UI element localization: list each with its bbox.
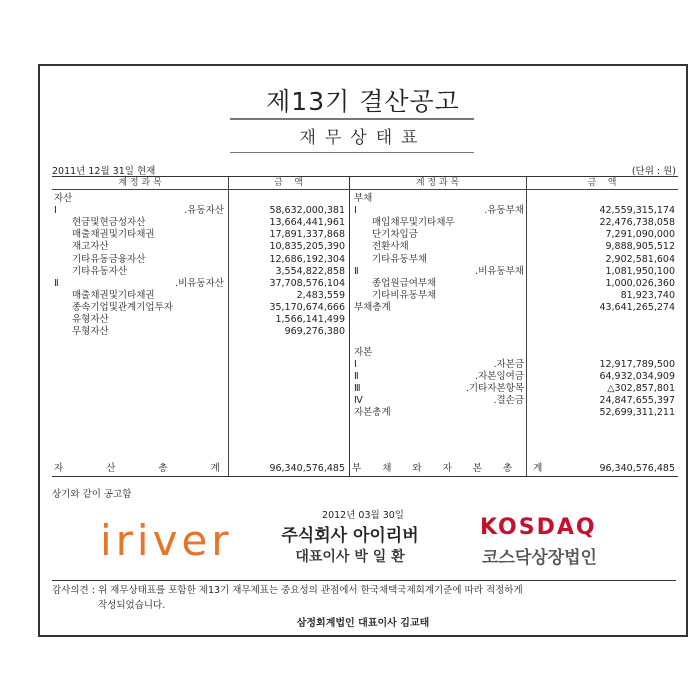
auditor-name: 삼정회계법인 대표이사 김교태	[296, 618, 430, 629]
total-assets-amount: 96,340,576,485	[269, 463, 345, 474]
right-item-label: 매입채무및기타채무	[372, 217, 455, 229]
left-item-label: 재고자산	[72, 241, 109, 253]
right-row	[52, 229, 678, 241]
left-item-amount: 10,835,205,390	[269, 241, 345, 253]
right-row	[52, 205, 678, 217]
totals-row	[52, 461, 678, 476]
left-item-label: 매출채권및기타채권	[72, 229, 155, 241]
right-item-amount: 1,000,026,360	[605, 277, 675, 289]
right-item-amount: 81,923,740	[620, 289, 675, 301]
header-divider	[52, 189, 678, 190]
left-item-label: Ⅱ.비유동자산	[54, 277, 224, 289]
right-item-label: 기타유동부채	[372, 253, 428, 265]
right-row	[52, 241, 678, 253]
right-item-label: Ⅲ.기타자본항목	[354, 382, 524, 394]
balance-sheet-table	[52, 176, 678, 477]
right-row	[52, 278, 678, 290]
right-row	[52, 254, 678, 266]
title-underline	[230, 118, 474, 120]
right-item-label: Ⅳ.결손금	[354, 395, 524, 407]
audit-opinion: 감사의견 : 위 재무상태표를 포함한 제13기 재무제표는 중요성의 관점에서 한국채택국제회계기준에 따라 적정하게	[52, 585, 523, 596]
total-liab-equity-amount: 96,340,576,485	[599, 463, 675, 474]
kosdaq-logo: KOSDAQ	[480, 515, 597, 540]
right-item-amount: 2,902,581,604	[605, 253, 675, 265]
left-item-amount: 35,170,674,666	[269, 301, 345, 313]
right-item-label: 부채총계	[354, 301, 391, 313]
right-row	[52, 395, 678, 407]
right-item-label: Ⅰ.유동부채	[354, 205, 524, 217]
right-item-label: 부채	[354, 193, 373, 204]
left-item-label: 무형자산	[72, 326, 109, 338]
right-item-label: 자본	[354, 346, 373, 358]
left-item-label: 자산	[54, 193, 73, 204]
header-right-amount: 금 액	[587, 178, 617, 188]
left-row	[52, 326, 678, 338]
right-item-amount: 1,081,950,100	[605, 265, 675, 277]
right-item-amount: 43,641,265,274	[599, 301, 675, 313]
header-left-amount: 금 액	[274, 178, 303, 188]
publication-date: 2012년 03월 30일	[322, 510, 404, 521]
right-item-label: 종업원급여부채	[372, 277, 437, 289]
right-item-amount: 7,291,090,000	[605, 229, 675, 241]
subtitle-underline	[230, 152, 474, 153]
left-item-amount: 58,632,000,381	[269, 205, 345, 217]
right-item-amount: 12,917,789,500	[599, 358, 675, 370]
kosdaq-listed-label: 코스닥상장법인	[482, 548, 597, 568]
announcement-frame	[38, 64, 688, 637]
total-assets-label: 자 산 총 계	[54, 463, 240, 474]
right-row	[52, 407, 678, 419]
page-title: 제13기 결산공고	[266, 87, 460, 116]
iriver-logo-mark	[98, 513, 248, 563]
left-item-amount: 13,664,441,961	[269, 217, 345, 229]
left-item-label: Ⅰ.유동자산	[54, 205, 224, 217]
left-item-amount: 2,483,559	[296, 289, 345, 301]
left-item-label: 기타유동금융자산	[72, 253, 146, 265]
right-item-amount: △302,857,801	[607, 382, 675, 394]
right-item-amount: 24,847,655,397	[599, 395, 675, 407]
right-row	[52, 371, 678, 383]
left-item-amount: 969,276,380	[284, 326, 345, 338]
iriver-logo	[98, 513, 248, 563]
right-item-amount: 52,699,311,211	[599, 407, 675, 419]
left-item-label: 유형자산	[72, 314, 109, 325]
right-row	[52, 347, 678, 359]
right-row	[52, 302, 678, 314]
total-liab-equity-label: 부 채 와 자 본 총 계	[352, 463, 552, 474]
right-item-label: 전환사채	[372, 241, 409, 253]
right-item-amount: 42,559,315,174	[599, 205, 675, 217]
right-item-label: 기타비유동부채	[372, 289, 437, 301]
right-item-label: Ⅱ.자본잉여금	[354, 370, 524, 382]
right-row	[52, 359, 678, 371]
svg-text:iriver: iriver	[100, 516, 233, 563]
right-item-amount: 9,888,905,512	[605, 241, 675, 253]
left-item-amount: 1,566,141,499	[275, 314, 345, 325]
left-row	[52, 314, 678, 326]
right-item-amount: 22,476,738,058	[599, 217, 675, 229]
left-item-amount: 17,891,337,868	[269, 229, 345, 241]
right-item-label: 자본총계	[354, 407, 391, 419]
right-item-label: Ⅰ.자본금	[354, 358, 524, 370]
right-row	[52, 290, 678, 302]
header-left-item: 계 정 과 목	[118, 178, 162, 188]
company-name: 주식회사 아이리버	[281, 526, 419, 546]
audit-divider	[52, 580, 676, 581]
left-item-amount: 12,686,192,304	[269, 253, 345, 265]
right-row	[52, 217, 678, 229]
left-item-label: 매출채권및기타채권	[72, 289, 155, 301]
statement-subtitle: 재무상태표	[299, 128, 427, 148]
left-item-amount: 37,708,576,104	[269, 277, 345, 289]
right-row	[52, 193, 678, 205]
audit-opinion-cont: 작성되었습니다.	[98, 600, 166, 611]
left-item-label: 기타유동자산	[72, 265, 128, 277]
right-row	[52, 383, 678, 395]
ceo-name: 대표이사 박 일 환	[295, 549, 405, 565]
left-item-label: 현금및현금성자산	[72, 217, 146, 229]
right-item-label: Ⅱ.비유동부채	[354, 265, 524, 277]
unit-label: (단위 : 원)	[631, 166, 676, 177]
notice-text: 상기와 같이 공고함	[52, 489, 132, 500]
right-item-amount: 64,932,034,909	[599, 370, 675, 382]
left-item-amount: 3,554,822,858	[275, 265, 345, 277]
header-right-item: 계 정 과 목	[415, 178, 460, 188]
right-row	[52, 266, 678, 278]
left-item-label: 종속기업및관계기업투자	[72, 301, 173, 313]
report-date: 2011년 12월 31일 현재	[52, 166, 156, 177]
right-item-label: 단기차입금	[372, 229, 418, 241]
